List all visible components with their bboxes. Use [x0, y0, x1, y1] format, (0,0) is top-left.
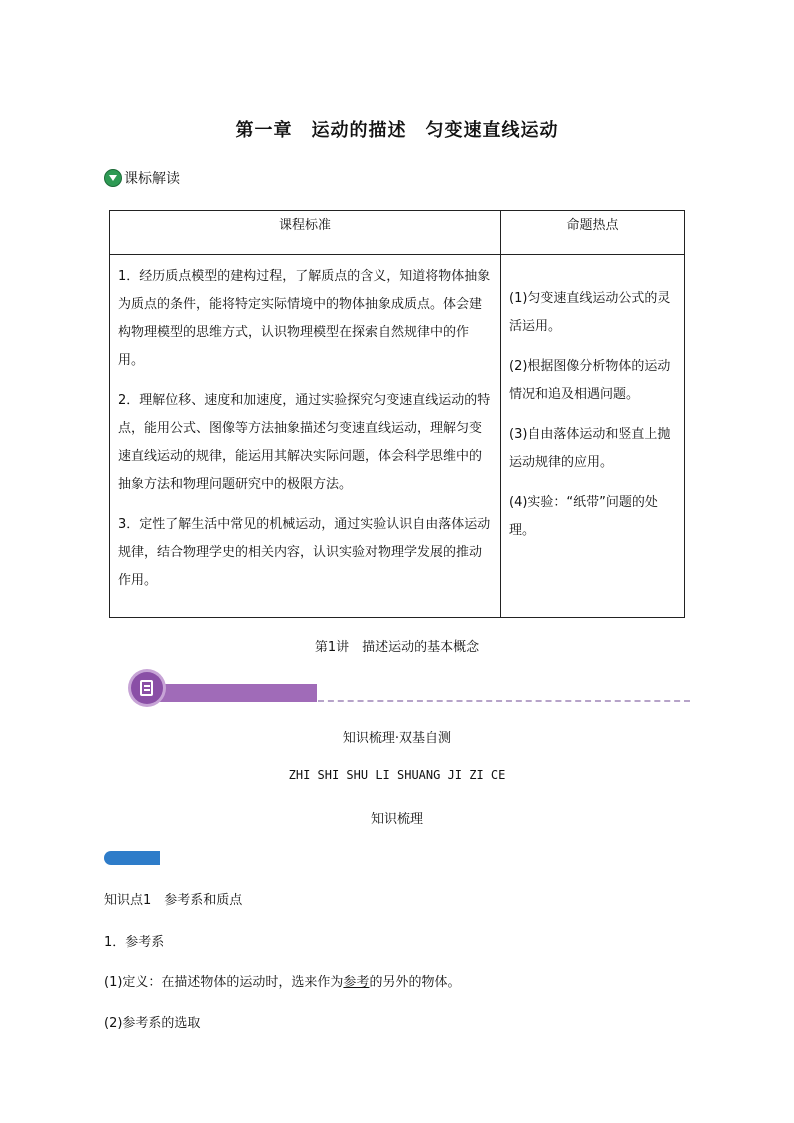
knowledge-marker: [104, 851, 160, 865]
hotspot-item: (2)根据图像分析物体的运动情况和追及相遇问题。: [509, 359, 671, 402]
selection-line: (2)参考系的选取: [104, 1016, 201, 1031]
standard-item: 1．经历质点模型的建构过程，了解质点的含义，知道将物体抽象为质点的条件，能将特定实际情境中的物体抽象成质点。体会建构物理模型的思维方式，认识物理模型在探索自然规律中的作用。: [118, 269, 491, 368]
dashed-divider: [318, 700, 690, 702]
hotspot-item: (1)匀变速直线运动公式的灵活运用。: [509, 291, 671, 334]
hotspot-item: (4)实验：“纸带”问题的处理。: [509, 495, 658, 538]
table-header-row: [110, 211, 685, 255]
definition-line: [104, 971, 460, 990]
point-title: 知识点1 参考系和质点: [104, 893, 243, 908]
header-standards: 课程标准: [110, 211, 501, 255]
chapter-title: 第一章 运动的描述 匀变速直线运动: [235, 120, 559, 141]
hotspot-item: (3)自由落体运动和竖直上抛运动规律的应用。: [509, 427, 671, 470]
standards-cell: [110, 255, 501, 618]
knowledge-heading: 知识梳理·双基自测: [342, 731, 452, 746]
knowledge-subheading: 知识梳理: [370, 812, 423, 827]
header-hotspots: 命题热点: [501, 211, 685, 255]
table-row: [110, 255, 685, 618]
definition-suffix: 的另外的物体。: [369, 975, 461, 990]
document-icon: [140, 680, 153, 696]
standard-item: 2．理解位移、速度和加速度，通过实验探究匀变速直线运动的特点，能用公式、图像等方法抽象描述匀变速直线运动，理解匀变速直线运动的规律，能运用其解决实际问题，体会科学思维中的抽象方法和物理问题研究中的极限方法。: [118, 393, 491, 492]
pinyin-heading: ZHI SHI SHU LI SHUANG JI ZI CE: [288, 768, 506, 782]
standard-item: 3．定性了解生活中常见的机械运动，通过实验认识自由落体运动规律，结合物理学史的相关内容，认识实验对物理学发展的推动作用。: [118, 517, 491, 588]
ref-heading: 1．参考系: [104, 935, 165, 950]
lecture-title: 第1讲 描述运动的基本概念: [314, 640, 480, 655]
triangle-down-icon: [104, 169, 122, 187]
section-heading: [104, 168, 180, 188]
section-heading-label: 课标解读: [124, 171, 180, 187]
curriculum-table: [109, 210, 685, 618]
definition-blank: 参考: [343, 975, 370, 990]
hotspots-cell: [501, 255, 685, 618]
definition-prefix: (1)定义：在描述物体的运动时，选来作为: [104, 975, 344, 990]
